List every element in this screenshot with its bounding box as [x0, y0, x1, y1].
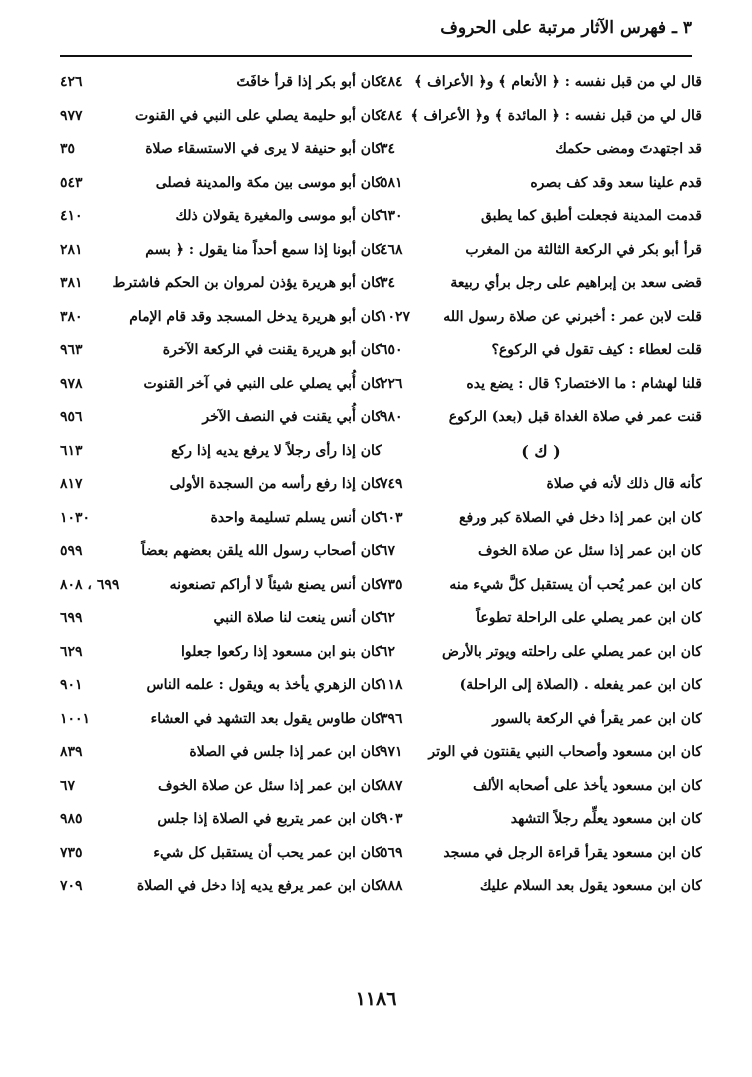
entry-page-number: ١٠٠١ [60, 710, 91, 727]
entry-page-number: ٦٢٩ [60, 643, 83, 660]
entry-page-number: ٩٠١ [60, 677, 83, 693]
entry-page-number: ٥٨١ [380, 174, 403, 191]
index-entry [380, 267, 702, 301]
index-entry [60, 736, 382, 770]
index-entry [60, 602, 382, 636]
entry-text: قنت عمر في صلاة الغداة قبل (بعد) الركوع [448, 409, 702, 425]
entry-text: قال لي من قبل نفسه : ﴿ المائدة ﴾ و﴿ الأعراف ﴾ [410, 107, 702, 124]
entry-text: قلنا لهشام : ما الاختصار؟ قال : يضع يده [466, 375, 702, 392]
entry-text: كان أبو حليمة يصلي على النبي في القنوت [135, 107, 382, 124]
entry-text: قدمت المدينة فجعلت أطبق كما يطبق [481, 208, 702, 224]
entry-text: كان ابن عمر يقرأ في الركعة بالسور [492, 710, 702, 727]
entry-text: كان ابن عمر يفعله . (الصلاة إلى الراحلة) [459, 677, 702, 693]
entry-text: كان ابن عمر إذا جلس في الصلاة [189, 744, 382, 760]
index-entry [380, 234, 702, 268]
entry-page-number: ٢٢٦ [380, 375, 403, 392]
index-entry [60, 803, 382, 837]
left-column [60, 66, 382, 904]
index-entry [60, 468, 382, 502]
index-entry [60, 770, 382, 804]
entry-page-number: ٩٦٣ [60, 342, 83, 358]
index-entry [380, 100, 702, 134]
entry-text: قدم علينا سعد وقد كف بصره [530, 174, 702, 191]
entry-text: كان ابن عمر يحب أن يستقبل كل شيء [153, 844, 382, 861]
entry-page-number: ٩٠٣ [380, 811, 403, 827]
index-entry [380, 569, 702, 603]
index-entry [380, 803, 702, 837]
entry-page-number: ٤٨٤ [380, 107, 403, 124]
entry-page-number: ٢٨١ [60, 241, 83, 258]
index-entry [380, 301, 702, 335]
index-entry [380, 368, 702, 402]
entry-page-number: ٥٤٣ [60, 174, 83, 191]
entry-text: كان الزهري يأخذ به ويقول : علمه الناس [146, 677, 382, 693]
header-rule [60, 55, 692, 57]
index-entry [380, 502, 702, 536]
entry-page-number: ٣٤ [380, 141, 396, 157]
index-entry [60, 837, 382, 871]
entry-text: كان أبو موسى بين مكة والمدينة فصلى [155, 174, 382, 191]
entry-text: كان أبو هريرة يؤذن لمروان بن الحكم فاشترط [112, 275, 382, 291]
entry-text: كأنه قال ذلك لأنه في صلاة [546, 476, 702, 492]
index-entry [60, 669, 382, 703]
entry-text: كان إذا رأى رجلاً لا يرفع يديه إذا ركع [171, 442, 382, 459]
entry-text: كان ابن عمر يُحب أن يستقبل كلَّ شيء منه [449, 576, 702, 593]
entry-page-number: ١١٨ [380, 677, 403, 693]
entry-text: كان أُبي يقنت في النصف الآخر [202, 409, 382, 425]
entry-page-number: ٧٣٥ [380, 576, 403, 593]
index-entry [380, 133, 702, 167]
entry-page-number: ٧٣٥ [60, 844, 83, 861]
entry-text: قال لي من قبل نفسه : ﴿ الأنعام ﴾ و﴿ الأعراف ﴾ [414, 74, 702, 90]
index-entry [380, 736, 702, 770]
index-entry [380, 401, 702, 435]
index-entry [60, 200, 382, 234]
entry-text: قلت لابن عمر : أخبرني عن صلاة رسول الله [443, 308, 702, 325]
entry-page-number: ٨٣٩ [60, 744, 83, 760]
entry-page-number: ٦٩٩ ، ٨٠٨ [60, 576, 120, 593]
index-entry [380, 770, 702, 804]
index-entry [380, 468, 702, 502]
entry-page-number: ٥٩٩ [60, 543, 83, 559]
right-column [380, 66, 702, 904]
entry-page-number: ٩٨٠ [380, 409, 403, 425]
entry-page-number: ٣٥ [60, 141, 76, 157]
entry-text: كان ابن عمر إذا دخل في الصلاة كبر ورفع [459, 509, 702, 526]
entry-page-number: ٦١٣ [60, 442, 83, 459]
entry-page-number: ٧٠٩ [60, 878, 83, 894]
index-entry [380, 334, 702, 368]
entry-text: كان أبونا إذا سمع أحداً منا يقول : ﴿ بسم [145, 241, 382, 258]
entry-text: كان ابن مسعود يقرأ قراءة الرجل في مسجد [443, 844, 702, 861]
entry-page-number: ٨٨٨ [380, 878, 403, 894]
entry-text: كان إذا رفع رأسه من السجدة الأولى [169, 476, 382, 492]
entry-page-number: ٩٧٧ [60, 107, 83, 124]
entry-text: كان أبو بكر إذا قرأ خافَتَ [236, 74, 382, 90]
index-entry [380, 669, 702, 703]
entry-text: كان أبو هريرة يقنت في الركعة الآخرة [162, 342, 382, 358]
index-entry [60, 435, 382, 469]
entry-page-number: ٧٤٩ [380, 476, 403, 492]
page-number: ١١٨٦ [355, 988, 397, 1010]
entry-page-number: ٩٥٦ [60, 409, 83, 425]
entry-page-number: ٦٣٠ [380, 208, 403, 224]
entry-text: كان ابن مسعود وأصحاب النبي يقنتون في الوتر [428, 744, 702, 760]
index-entry [60, 401, 382, 435]
entry-page-number: ٦٥٠ [380, 342, 403, 358]
entry-text: قضى سعد بن إبراهيم على رجل برأي ربيعة [450, 275, 702, 291]
entry-page-number: ٩٨٥ [60, 811, 83, 827]
entry-page-number: ٨١٧ [60, 476, 83, 492]
index-entry [60, 334, 382, 368]
index-entry [380, 66, 702, 100]
index-entry [380, 167, 702, 201]
entry-page-number: ٤٢٦ [60, 74, 83, 90]
index-entry [60, 502, 382, 536]
index-entry [380, 837, 702, 871]
entry-page-number: ١٠٢٧ [380, 308, 411, 325]
entry-text: كان ابن عمر يرفع يديه إذا دخل في الصلاة [136, 878, 382, 894]
entry-text: كان أصحاب رسول الله يلقن بعضهم بعضاً [141, 543, 382, 559]
index-entry [380, 636, 702, 670]
entry-text: قلت لعطاء : كيف تقول في الركوع؟ [491, 342, 702, 358]
entry-text: كان أنس يسلم تسليمة واحدة [210, 509, 382, 526]
entry-page-number: ٦٠٣ [380, 509, 403, 526]
index-entry [60, 167, 382, 201]
entry-text: قد اجتهدتَ ومضى حكمك [555, 141, 702, 157]
entry-text: كان أُبي يصلي على النبي في آخر القنوت [143, 375, 382, 392]
entry-text: كان أبو حنيفة لا يرى في الاستسقاء صلاة [145, 141, 382, 157]
entry-page-number: ٤١٠ [60, 208, 83, 224]
entry-text: كان أبو موسى والمغيرة يقولان ذلك [175, 208, 382, 224]
entry-page-number: ٣٤ [380, 275, 396, 291]
entry-text: كان ابن مسعود يقول بعد السلام عليك [479, 878, 702, 894]
entry-page-number: ٦٩٩ [60, 610, 83, 626]
page-title: ٣ ـ فهرس الآثار مرتبة على الحروف [440, 18, 692, 38]
entry-text: كان أنس ينعت لنا صلاة النبي [213, 610, 382, 626]
index-entry [380, 703, 702, 737]
index-entry [60, 569, 382, 603]
entry-text: كان طاوس يقول بعد التشهد في العشاء [150, 710, 382, 727]
index-entry [60, 636, 382, 670]
entry-text: كان ابن عمر إذا سئل عن صلاة الخوف [477, 543, 702, 559]
entry-page-number: ٦٧ [380, 543, 396, 559]
entry-text: كان أنس يصنع شيئاً لا أراكم تصنعونه [169, 576, 382, 593]
entry-page-number: ٣٨١ [60, 275, 83, 291]
entry-text: كان ابن عمر إذا سئل عن صلاة الخوف [157, 777, 382, 794]
index-entry [60, 301, 382, 335]
index-entry [380, 870, 702, 904]
section-letter-heading: ( ك ) [521, 441, 561, 461]
entry-page-number: ٣٩٦ [380, 710, 403, 727]
entry-page-number: ٩٧٨ [60, 375, 83, 392]
index-entry [380, 200, 702, 234]
index-entry [60, 703, 382, 737]
entry-page-number: ٨٨٧ [380, 777, 403, 794]
entry-text: كان أبو هريرة يدخل المسجد وقد قام الإمام [129, 308, 382, 325]
index-entry [60, 66, 382, 100]
index-entry [60, 368, 382, 402]
entry-page-number: ٦٧ [60, 777, 76, 794]
index-entry [60, 234, 382, 268]
entry-page-number: ٥٦٩ [380, 844, 403, 861]
entry-page-number: ٤٦٨ [380, 241, 403, 258]
index-entry [60, 267, 382, 301]
entry-page-number: ٣٨٠ [60, 308, 83, 325]
entry-text: كان بنو ابن مسعود إذا ركعوا جعلوا [181, 643, 382, 660]
entry-text: كان ابن عمر يصلي على الراحلة تطوعاً [476, 610, 702, 626]
entry-text: كان ابن مسعود يأخذ على أصحابه الألف [472, 777, 702, 794]
index-entry [60, 535, 382, 569]
entry-page-number: ٦٢ [380, 610, 396, 626]
index-entry [380, 535, 702, 569]
index-entry [60, 100, 382, 134]
entry-text: كان ابن مسعود يعلِّم رجلاً التشهد [510, 811, 702, 827]
entry-text: كان ابن عمر يصلي على راحلته ويوتر بالأرض [442, 643, 702, 660]
entry-page-number: ٤٨٤ [380, 74, 403, 90]
index-entry [60, 870, 382, 904]
entry-page-number: ٩٧١ [380, 744, 403, 760]
entry-text: قرأ أبو بكر في الركعة الثالثة من المغرب [465, 241, 702, 258]
index-entry [60, 133, 382, 167]
entry-page-number: ٦٢ [380, 643, 396, 660]
index-entry [380, 602, 702, 636]
entry-text: كان ابن عمر يتربع في الصلاة إذا جلس [157, 811, 382, 827]
entry-page-number: ١٠٣٠ [60, 509, 91, 526]
